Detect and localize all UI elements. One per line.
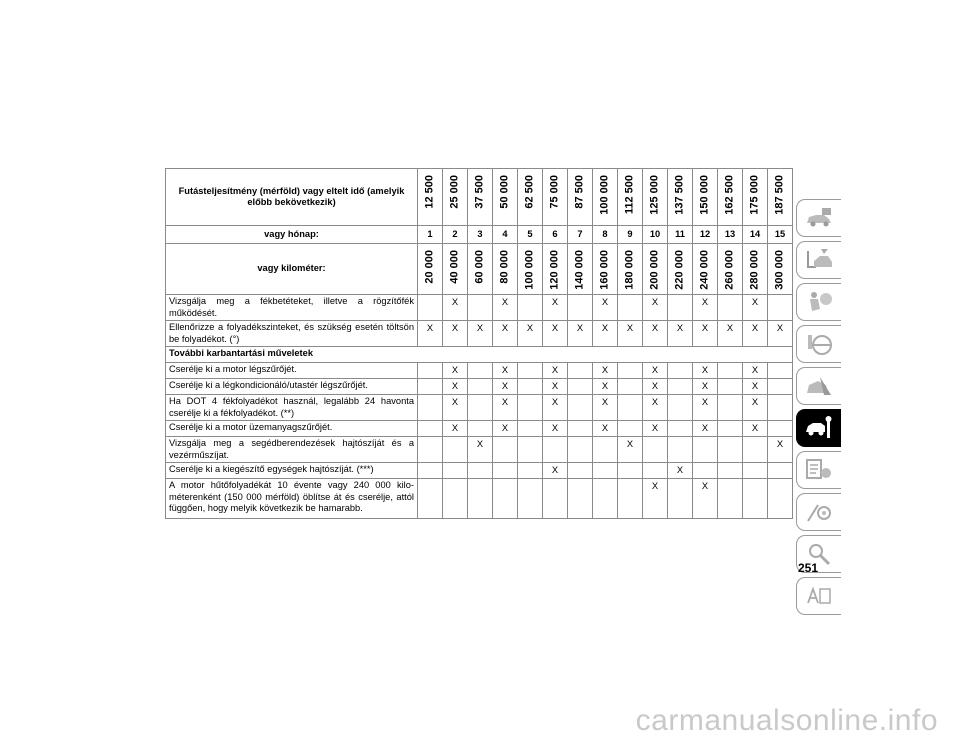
- maintenance-row: [166, 437, 793, 463]
- km-cell: [618, 244, 643, 295]
- interval-mark: X: [443, 363, 468, 379]
- km-value: 100 000: [523, 250, 536, 290]
- task-description: Cserélje ki a kiegészítő egységek hajtószíját. (***): [166, 463, 418, 479]
- interval-mark: [418, 421, 443, 437]
- interval-mark: [618, 379, 643, 395]
- interval-mark: [568, 295, 593, 321]
- interval-mark: X: [568, 321, 593, 347]
- interval-mark: X: [543, 321, 568, 347]
- maintenance-row: [166, 379, 793, 395]
- mileage-cell: [468, 169, 493, 226]
- interval-mark: [568, 379, 593, 395]
- interval-mark: [618, 421, 643, 437]
- month-cell: 4: [493, 226, 518, 244]
- mileage-value: 87 500: [573, 175, 586, 209]
- airbag-icon: [804, 289, 834, 315]
- month-cell: 7: [568, 226, 593, 244]
- interval-mark: [668, 421, 693, 437]
- km-cell: [443, 244, 468, 295]
- maintenance-row: [166, 421, 793, 437]
- interval-mark: X: [693, 421, 718, 437]
- mileage-cell: [568, 169, 593, 226]
- interval-mark: [418, 295, 443, 321]
- month-cell: 9: [618, 226, 643, 244]
- interval-mark: [743, 479, 768, 519]
- maintenance-row: [166, 363, 793, 379]
- interval-mark: [618, 395, 643, 421]
- tab-airbag[interactable]: [796, 283, 841, 321]
- month-cell: 15: [768, 226, 793, 244]
- interval-mark: [468, 479, 493, 519]
- interval-mark: [443, 479, 468, 519]
- mileage-value: 62 500: [523, 175, 536, 209]
- km-cell: [543, 244, 568, 295]
- interval-mark: X: [743, 363, 768, 379]
- interval-mark: X: [443, 395, 468, 421]
- interval-mark: X: [443, 421, 468, 437]
- mileage-value: 112 500: [623, 175, 636, 215]
- interval-mark: [568, 421, 593, 437]
- month-cell: 1: [418, 226, 443, 244]
- month-cell: 3: [468, 226, 493, 244]
- mileage-cell: [743, 169, 768, 226]
- km-cell: [668, 244, 693, 295]
- interval-mark: [493, 479, 518, 519]
- km-value: 80 000: [498, 250, 511, 284]
- km-value: 220 000: [673, 250, 686, 290]
- interval-mark: X: [743, 321, 768, 347]
- km-value: 20 000: [423, 250, 436, 284]
- interval-mark: [518, 395, 543, 421]
- task-description: Vizsgálja meg a segédberendezések hajtószíját és a vezérműszíjat.: [166, 437, 418, 463]
- header-title: Futásteljesítmény (mérföld) vagy eltelt idő (amelyik előbb bekövetkezik): [166, 169, 418, 226]
- interval-mark: [718, 479, 743, 519]
- task-description: Cserélje ki a motor légszűrőjét.: [166, 363, 418, 379]
- car-emergency-icon: [804, 373, 834, 399]
- km-cell: [468, 244, 493, 295]
- interval-mark: X: [618, 321, 643, 347]
- interval-mark: [568, 363, 593, 379]
- maintenance-schedule-table: [165, 168, 793, 519]
- km-cell: [518, 244, 543, 295]
- interval-mark: [768, 463, 793, 479]
- interval-mark: [743, 463, 768, 479]
- interval-mark: [468, 395, 493, 421]
- interval-mark: X: [493, 395, 518, 421]
- interval-mark: X: [593, 395, 618, 421]
- km-cell: [743, 244, 768, 295]
- km-value: 120 000: [548, 250, 561, 290]
- months-row: [166, 226, 793, 244]
- mileage-value: 162 500: [723, 175, 736, 215]
- maintenance-row: [166, 321, 793, 347]
- interval-mark: [418, 379, 443, 395]
- mileage-cell: [693, 169, 718, 226]
- interval-mark: [693, 437, 718, 463]
- maintenance-row: [166, 479, 793, 519]
- mileage-cell: [593, 169, 618, 226]
- interval-mark: X: [543, 421, 568, 437]
- interval-mark: [418, 437, 443, 463]
- interval-mark: X: [643, 321, 668, 347]
- interval-mark: [718, 395, 743, 421]
- specifications-icon: [804, 457, 834, 483]
- interval-mark: [443, 463, 468, 479]
- interval-mark: [618, 479, 643, 519]
- interval-mark: X: [768, 437, 793, 463]
- interval-mark: X: [443, 379, 468, 395]
- tab-emergency[interactable]: [796, 367, 841, 405]
- interval-mark: [468, 363, 493, 379]
- maintenance-row: [166, 395, 793, 421]
- mileage-value: 137 500: [673, 175, 686, 215]
- km-cell: [718, 244, 743, 295]
- interval-mark: X: [693, 379, 718, 395]
- month-cell: 13: [718, 226, 743, 244]
- km-value: 160 000: [598, 250, 611, 290]
- interval-mark: [518, 363, 543, 379]
- interval-mark: X: [743, 379, 768, 395]
- interval-mark: [718, 363, 743, 379]
- interval-mark: X: [643, 421, 668, 437]
- interval-mark: [593, 437, 618, 463]
- interval-mark: [618, 363, 643, 379]
- interval-mark: X: [643, 295, 668, 321]
- interval-mark: [743, 437, 768, 463]
- interval-mark: [718, 463, 743, 479]
- interval-mark: X: [443, 295, 468, 321]
- interval-mark: [418, 395, 443, 421]
- interval-mark: X: [668, 463, 693, 479]
- km-value: 300 000: [773, 250, 786, 290]
- task-description: Cserélje ki a légkondicionáló/utastér légszűrőjét.: [166, 379, 418, 395]
- interval-mark: [718, 295, 743, 321]
- interval-mark: X: [443, 321, 468, 347]
- mileage-cell: [493, 169, 518, 226]
- tab-car-info[interactable]: [796, 199, 841, 237]
- interval-mark: [718, 437, 743, 463]
- mileage-header-row: [166, 169, 793, 226]
- car-service-icon: [804, 415, 834, 441]
- interval-mark: X: [543, 379, 568, 395]
- km-cell: [693, 244, 718, 295]
- interval-mark: [568, 437, 593, 463]
- tab-specifications[interactable]: [796, 451, 841, 489]
- interval-mark: X: [743, 295, 768, 321]
- interval-mark: [418, 363, 443, 379]
- task-description: A motor hűtőfolyadékát 10 évente vagy 240 000 kilo-méterenként (150 000 mérföld) öblítse át és cserélje, attól függően, hogy melyik következik be hamarabb.: [166, 479, 418, 519]
- multimedia-icon: [804, 499, 834, 525]
- mileage-cell: [768, 169, 793, 226]
- month-cell: 6: [543, 226, 568, 244]
- mileage-value: 187 500: [773, 175, 786, 215]
- km-value: 260 000: [723, 250, 736, 290]
- km-cell: [418, 244, 443, 295]
- mileage-value: 100 000: [598, 175, 611, 215]
- interval-mark: X: [593, 379, 618, 395]
- interval-mark: [518, 295, 543, 321]
- interval-mark: X: [643, 395, 668, 421]
- interval-mark: X: [468, 437, 493, 463]
- km-cell: [493, 244, 518, 295]
- interval-mark: [768, 479, 793, 519]
- interval-mark: X: [643, 379, 668, 395]
- tab-languages[interactable]: [796, 577, 841, 615]
- tab-multimedia[interactable]: [796, 493, 841, 531]
- mileage-cell: [418, 169, 443, 226]
- km-value: 140 000: [573, 250, 586, 290]
- interval-mark: [668, 295, 693, 321]
- interval-mark: [543, 479, 568, 519]
- interval-mark: X: [593, 295, 618, 321]
- watermark: carmanualsonline.info: [635, 704, 938, 737]
- mileage-value: 125 000: [648, 175, 661, 215]
- km-value: 240 000: [698, 250, 711, 290]
- task-description: Ha DOT 4 fékfolyadékot használ, legalább 24 havonta cserélje ki a fékfolyadékot. (**): [166, 395, 418, 421]
- interval-mark: X: [668, 321, 693, 347]
- mileage-value: 75 000: [548, 175, 561, 209]
- km-row: [166, 244, 793, 295]
- km-value: 40 000: [448, 250, 461, 284]
- interval-mark: X: [593, 421, 618, 437]
- interval-mark: X: [518, 321, 543, 347]
- interval-mark: X: [493, 321, 518, 347]
- interval-mark: [568, 479, 593, 519]
- interval-mark: X: [743, 395, 768, 421]
- km-value: 280 000: [748, 250, 761, 290]
- interval-mark: X: [618, 437, 643, 463]
- interval-mark: X: [468, 321, 493, 347]
- interval-mark: [543, 437, 568, 463]
- km-value: 60 000: [473, 250, 486, 284]
- km-cell: [768, 244, 793, 295]
- tab-steering[interactable]: [796, 325, 841, 363]
- interval-mark: [693, 463, 718, 479]
- interval-mark: [668, 363, 693, 379]
- interval-mark: [718, 379, 743, 395]
- interval-mark: [593, 479, 618, 519]
- interval-mark: [418, 479, 443, 519]
- interval-mark: X: [543, 463, 568, 479]
- car-info-icon: [804, 205, 834, 231]
- maintenance-row: [166, 295, 793, 321]
- interval-mark: X: [493, 363, 518, 379]
- interval-mark: X: [693, 395, 718, 421]
- interval-mark: [418, 463, 443, 479]
- interval-mark: [568, 395, 593, 421]
- interval-mark: [643, 437, 668, 463]
- interval-mark: [668, 395, 693, 421]
- months-label: vagy hónap:: [166, 226, 418, 244]
- month-cell: 5: [518, 226, 543, 244]
- interval-mark: [768, 379, 793, 395]
- interval-mark: [768, 295, 793, 321]
- month-cell: 10: [643, 226, 668, 244]
- interval-mark: [618, 463, 643, 479]
- interval-mark: [643, 463, 668, 479]
- interval-mark: [618, 295, 643, 321]
- interval-mark: [493, 463, 518, 479]
- interval-mark: [668, 437, 693, 463]
- task-description: Ellenőrizze a folyadékszinteket, és szükség esetén töltsön be folyadékot. (°): [166, 321, 418, 347]
- interval-mark: X: [543, 395, 568, 421]
- mileage-value: 12 500: [423, 175, 436, 209]
- interval-mark: [718, 421, 743, 437]
- interval-mark: X: [693, 363, 718, 379]
- mileage-value: 150 000: [698, 175, 711, 215]
- mileage-cell: [618, 169, 643, 226]
- tab-service[interactable]: [796, 409, 841, 447]
- interval-mark: X: [693, 295, 718, 321]
- month-cell: 12: [693, 226, 718, 244]
- interval-mark: [668, 379, 693, 395]
- mileage-cell: [718, 169, 743, 226]
- task-description: Vizsgálja meg a fékbetéteket, illetve a rögzítőfék működését.: [166, 295, 418, 321]
- interval-mark: [468, 463, 493, 479]
- interval-mark: X: [743, 421, 768, 437]
- km-cell: [593, 244, 618, 295]
- tab-car-warning[interactable]: [796, 241, 841, 279]
- interval-mark: X: [693, 321, 718, 347]
- maintenance-row: [166, 463, 793, 479]
- mileage-cell: [518, 169, 543, 226]
- interval-mark: [593, 463, 618, 479]
- task-description: Cserélje ki a motor üzemanyagszűrőjét.: [166, 421, 418, 437]
- mileage-value: 50 000: [498, 175, 511, 209]
- section-row: [166, 347, 793, 363]
- steering-wheel-icon: [804, 331, 834, 357]
- page-number: 251: [798, 561, 819, 575]
- mileage-value: 37 500: [473, 175, 486, 209]
- mileage-value: 25 000: [448, 175, 461, 209]
- km-value: 200 000: [648, 250, 661, 290]
- interval-mark: X: [593, 363, 618, 379]
- interval-mark: [518, 463, 543, 479]
- interval-mark: [518, 379, 543, 395]
- interval-mark: X: [543, 295, 568, 321]
- mileage-cell: [643, 169, 668, 226]
- interval-mark: [518, 437, 543, 463]
- month-cell: 14: [743, 226, 768, 244]
- month-cell: 8: [593, 226, 618, 244]
- interval-mark: X: [593, 321, 618, 347]
- interval-mark: X: [693, 479, 718, 519]
- interval-mark: X: [493, 379, 518, 395]
- language-index-icon: [804, 583, 834, 609]
- interval-mark: X: [643, 479, 668, 519]
- interval-mark: [493, 437, 518, 463]
- section-heading: További karbantartási műveletek: [166, 347, 793, 363]
- interval-mark: X: [493, 421, 518, 437]
- interval-mark: [468, 295, 493, 321]
- interval-mark: [468, 379, 493, 395]
- interval-mark: X: [418, 321, 443, 347]
- month-cell: 2: [443, 226, 468, 244]
- interval-mark: X: [493, 295, 518, 321]
- mileage-cell: [668, 169, 693, 226]
- km-cell: [568, 244, 593, 295]
- km-value: 180 000: [623, 250, 636, 290]
- mileage-cell: [443, 169, 468, 226]
- interval-mark: [768, 421, 793, 437]
- mileage-value: 175 000: [748, 175, 761, 215]
- mileage-cell: [543, 169, 568, 226]
- km-label: vagy kilométer:: [166, 244, 418, 295]
- interval-mark: [568, 463, 593, 479]
- interval-mark: [443, 437, 468, 463]
- interval-mark: X: [643, 363, 668, 379]
- interval-mark: [518, 479, 543, 519]
- interval-mark: [468, 421, 493, 437]
- car-warning-icon: [804, 247, 834, 273]
- interval-mark: [518, 421, 543, 437]
- interval-mark: X: [768, 321, 793, 347]
- interval-mark: X: [718, 321, 743, 347]
- interval-mark: [768, 395, 793, 421]
- interval-mark: [768, 363, 793, 379]
- interval-mark: X: [543, 363, 568, 379]
- month-cell: 11: [668, 226, 693, 244]
- interval-mark: [668, 479, 693, 519]
- km-cell: [643, 244, 668, 295]
